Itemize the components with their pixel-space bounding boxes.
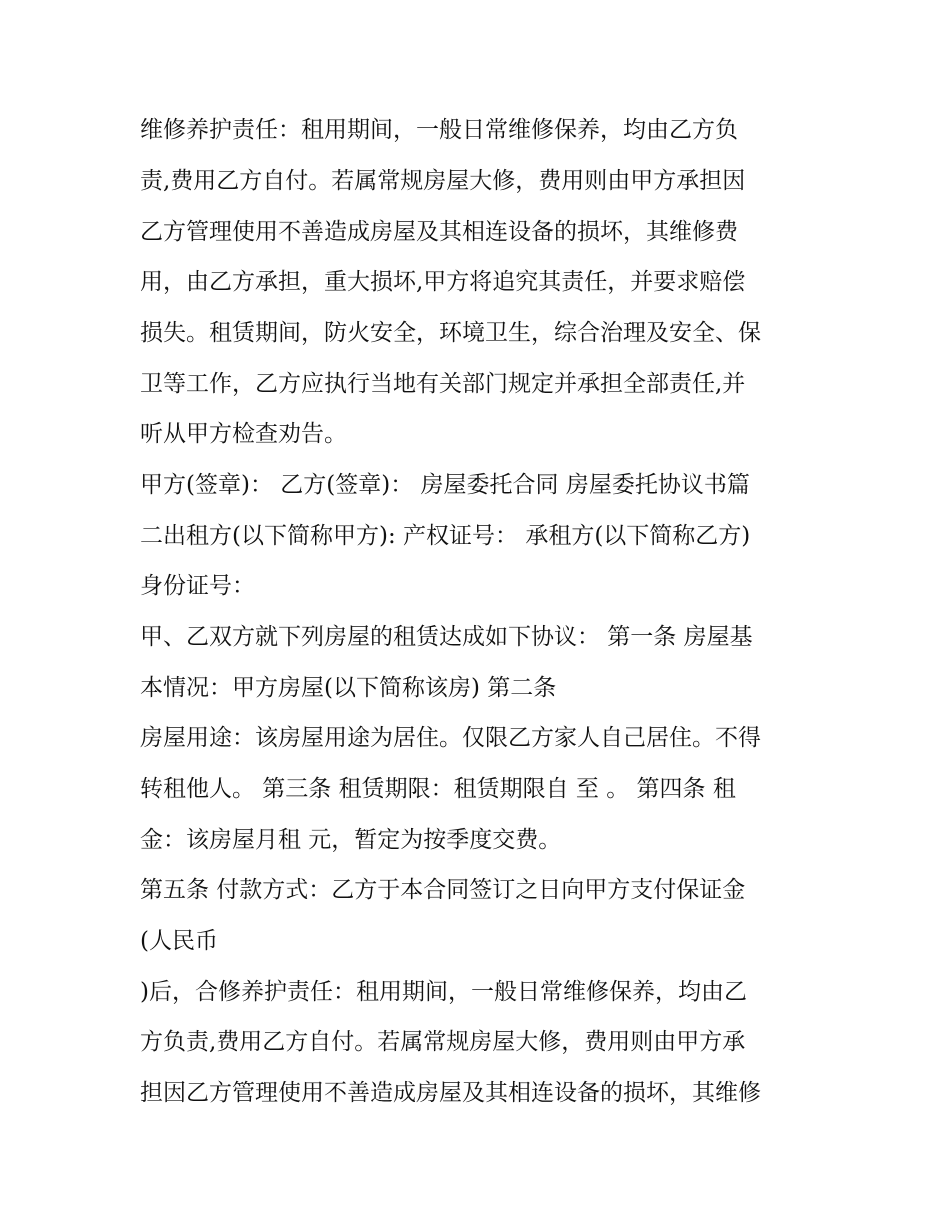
text-line: 用，由乙方承担，重大损坏,甲方将追究其责任，并要求赔偿: [140, 269, 746, 295]
text-line: 听从甲方检查劝告。: [140, 421, 347, 447]
text-line: )后，合修养护责任：租用期间，一般日常维修保养，均由乙: [140, 979, 747, 1005]
text-line: 责,费用乙方自付。若属常规房屋大修，费用则由甲方承担因: [140, 168, 746, 194]
text-line: 担因乙方管理使用不善造成房屋及其相连设备的损坏，其维修: [140, 1080, 761, 1106]
text-line: 乙方管理使用不善造成房屋及其相连设备的损坏，其维修费: [140, 219, 738, 245]
text-line: 方负责,费用乙方自付。若属常规房屋大修，费用则由甲方承: [140, 1029, 746, 1055]
text-line: 身份证号：: [140, 573, 255, 599]
text-line: (人民币: [140, 928, 218, 954]
text-line: 房屋用途：该房屋用途为居住。仅限乙方家人自己居住。不得: [140, 725, 761, 751]
text-line: 甲、乙双方就下列房屋的租赁达成如下协议： 第一条 房屋基: [140, 624, 753, 650]
text-line: 二出租方(以下简称甲方): 产权证号： 承租方(以下简称乙方): [140, 523, 751, 549]
text-line: 金：该房屋月租 元，暂定为按季度交费。: [140, 827, 562, 853]
text-line: 损失。租赁期间，防火安全，环境卫生，综合治理及安全、保: [140, 320, 761, 346]
text-line: 维修养护责任：租用期间，一般日常维修保养，均由乙方负: [140, 117, 738, 143]
text-line: 本情况：甲方房屋(以下简称该房) 第二条: [140, 675, 557, 701]
text-line: 转租他人。 第三条 租赁期限：租赁期限自 至 。 第四条 租: [140, 776, 736, 802]
text-line: 卫等工作，乙方应执行当地有关部门规定并承担全部责任,并: [140, 371, 746, 397]
text-line: 甲方(签章)： 乙方(签章)： 房屋委托合同 房屋委托协议书篇: [140, 472, 750, 498]
text-line: 第五条 付款方式：乙方于本合同签订之日向甲方支付保证金: [140, 877, 746, 903]
